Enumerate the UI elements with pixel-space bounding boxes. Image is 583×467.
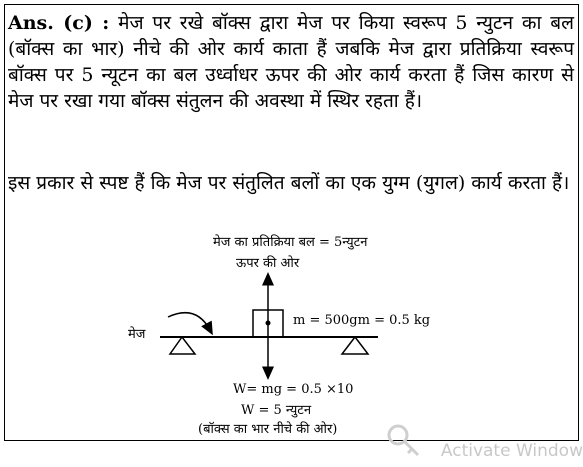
weight-label-line3: (बॉक्स का भार नीचे की ओर) (198, 422, 338, 437)
left-support-triangle (170, 337, 195, 354)
activation-watermark: Activate Window (440, 441, 583, 461)
table-pointer-arrow (168, 313, 210, 330)
weight-label-line1: W= mg = 0.5 ×10 (233, 382, 354, 397)
reaction-label-line1: मेज का प्रतिक्रिया बल = 5न्युटन (213, 235, 368, 250)
reaction-label-line2: ऊपर की ओर (236, 256, 300, 271)
mass-label: m = 500gm = 0.5 kg (293, 313, 431, 328)
right-support-triangle (342, 337, 368, 354)
answer-label: Ans. (c) : (8, 12, 110, 34)
answer-text-1: मेज पर रखे बॉक्स द्वारा मेज पर किया स्वरूप 5 न्युटन का बल (बॉक्स का भार) नीचे की ओर कार्य काता हैं जबकि मेज द्वारा प्रतिक्रिया स्वरूप बॉक्स पर 5 न्यूटन का बल उर्ध्वाधर ऊपर की ओर कार्य करता हैं जिस कारण से मेज पर रखा गया बॉक्स संतुलन की अवस्था में स्थिर रहता हैं। (8, 12, 574, 112)
table-label: मेज (128, 327, 146, 342)
key-icon (386, 423, 422, 459)
answer-paragraph-2: इस प्रकार से स्पष्ट हैं कि मेज पर संतुलित बलों का एक युग्म (युगल) कार्य करता हैं। (8, 172, 570, 194)
weight-label-line2: W = 5 न्युटन (241, 403, 312, 418)
